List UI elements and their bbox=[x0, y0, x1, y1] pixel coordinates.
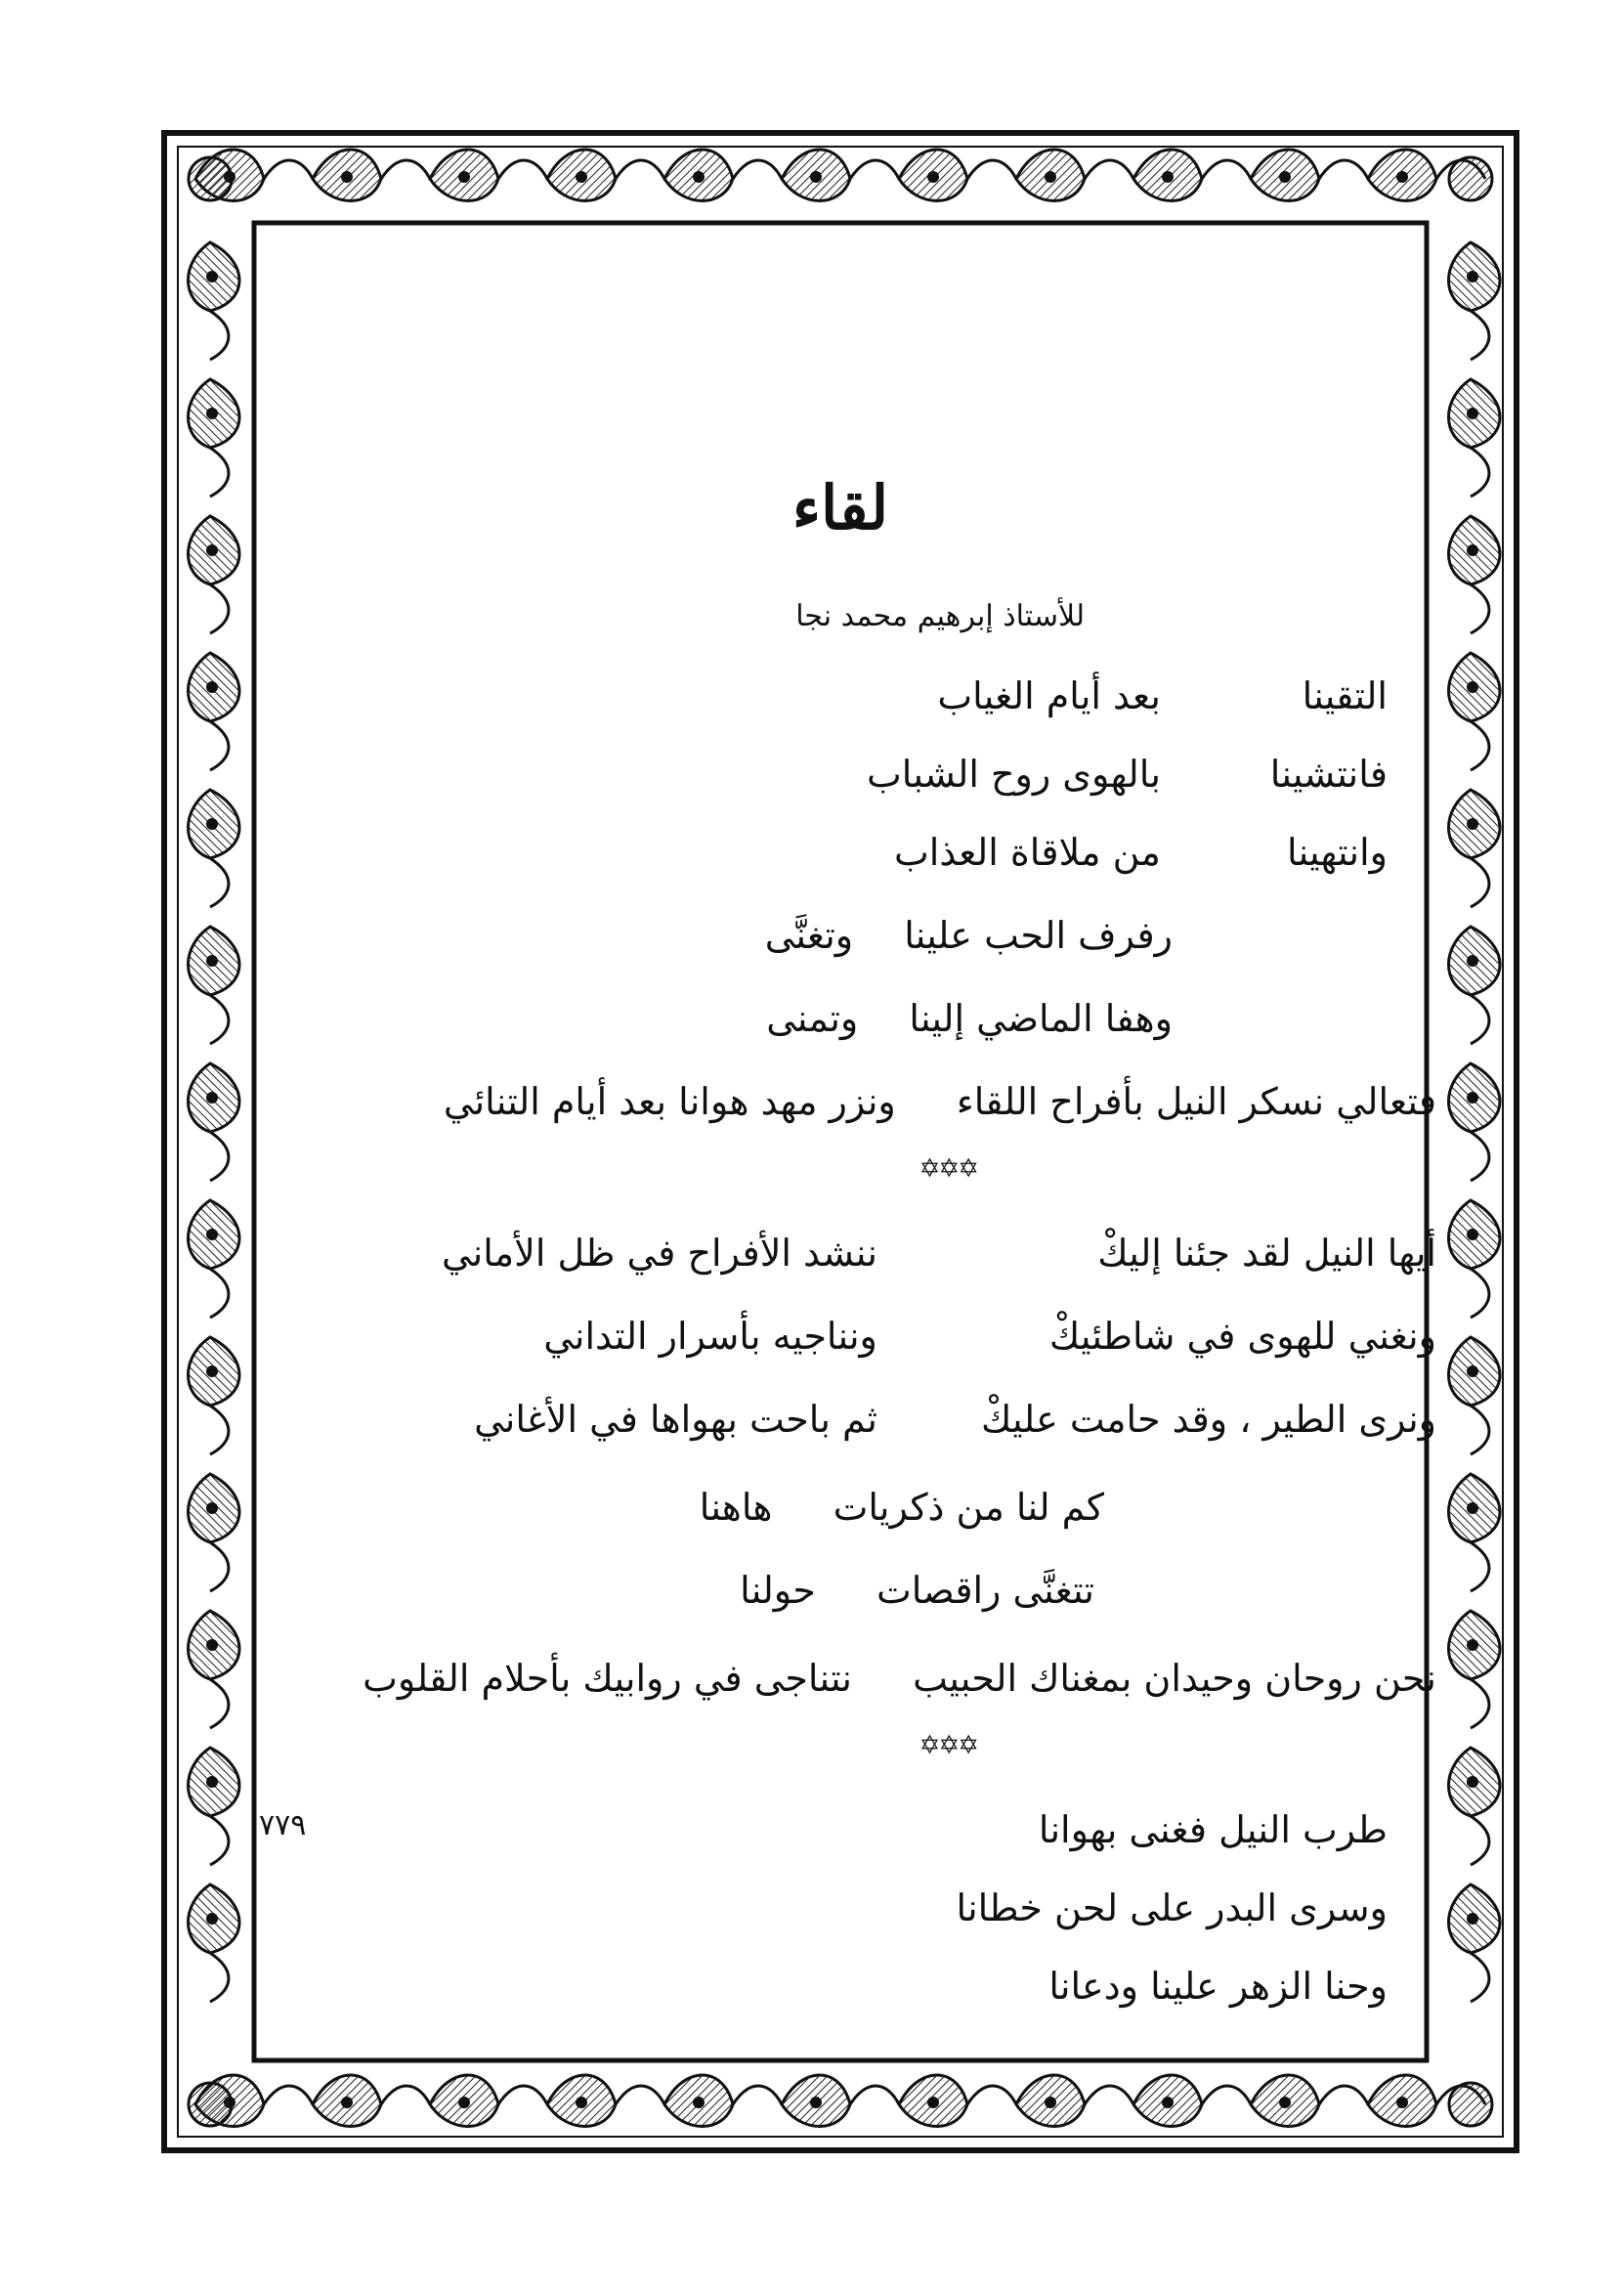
verse-line bbox=[766, 997, 1173, 1040]
verse-line bbox=[363, 1657, 1436, 1700]
verse-line bbox=[474, 1398, 1436, 1441]
ornamental-frame bbox=[156, 125, 1524, 2158]
verse-line bbox=[764, 914, 1173, 957]
verse-line bbox=[441, 1232, 1436, 1275]
verse-line bbox=[699, 1486, 1104, 1529]
verse-first-half: ونرى الطير ، وقد حامت عليكْ bbox=[981, 1398, 1436, 1441]
verse-first-half: ونغني للهوى في شاطئيكْ bbox=[1048, 1315, 1436, 1358]
verse-line bbox=[867, 753, 1388, 796]
verse-second-half: ونزر مهد هوانا بعد أيام التنائي bbox=[443, 1080, 896, 1123]
verse-first-half: كم لنا من ذكريات bbox=[833, 1486, 1104, 1529]
verse-line bbox=[543, 1315, 1436, 1358]
verse-second-half: ثم باحت بهواها في الأغاني bbox=[474, 1398, 877, 1441]
verse-line bbox=[894, 831, 1388, 874]
verse-first-half: فانتشينا bbox=[1269, 753, 1388, 796]
verse-second-half: ونناجيه بأسرار التداني bbox=[543, 1315, 877, 1358]
verse-second-half: بعد أيام الغياب bbox=[937, 674, 1161, 717]
verse-first-half: وهفا الماضي إلينا bbox=[909, 997, 1173, 1040]
verse-first-half: أيها النيل لقد جئنا إليكْ bbox=[1097, 1232, 1436, 1275]
verse-second-half: وتغنَّى bbox=[764, 914, 854, 957]
poem-content bbox=[274, 233, 1436, 2051]
verse-second-half: ننشد الأفراح في ظل الأماني bbox=[441, 1232, 877, 1275]
verse-second-half: بالهوى روح الشباب bbox=[867, 753, 1161, 796]
verse-second-half: من ملاقاة العذاب bbox=[894, 831, 1161, 874]
verse-second-half: هاهنا bbox=[699, 1486, 773, 1529]
star-ornament-icon: ✡✡✡ bbox=[919, 1731, 977, 1760]
poem-title: لقاء bbox=[791, 472, 889, 543]
star-ornament-icon: ✡✡✡ bbox=[919, 1154, 977, 1184]
verse-line: وحنا الزهر علينا ودعانا bbox=[1048, 1965, 1388, 2008]
verse-second-half: نتناجى في روابيك بأحلام القلوب bbox=[363, 1657, 852, 1700]
verse-line: طرب النيل فغنى بهوانا bbox=[1038, 1808, 1388, 1851]
page-number: ٧٧٩ bbox=[259, 1808, 307, 1842]
verse-line: وسرى البدر على لحن خطانا bbox=[956, 1886, 1388, 1929]
verse-line bbox=[443, 1080, 1436, 1123]
verse-line bbox=[740, 1569, 1094, 1612]
verse-line bbox=[937, 674, 1388, 717]
poem-author: للأستاذ إبرهيم محمد نجا bbox=[795, 599, 1085, 633]
verse-first-half: وانتهينا bbox=[1287, 831, 1388, 874]
verse-first-half: التقينا bbox=[1302, 674, 1388, 717]
verse-second-half: وتمنى bbox=[766, 997, 859, 1040]
verse-first-half: نحن روحان وحيدان بمغناك الحبيب bbox=[913, 1657, 1436, 1700]
verse-first-half: فتعالي نسكر النيل بأفراح اللقاء bbox=[956, 1080, 1436, 1123]
verse-first-half: رفرف الحب علينا bbox=[904, 914, 1173, 957]
verse-first-half: تتغنَّى راقصات bbox=[876, 1569, 1094, 1612]
verse-second-half: حولنا bbox=[740, 1569, 816, 1612]
